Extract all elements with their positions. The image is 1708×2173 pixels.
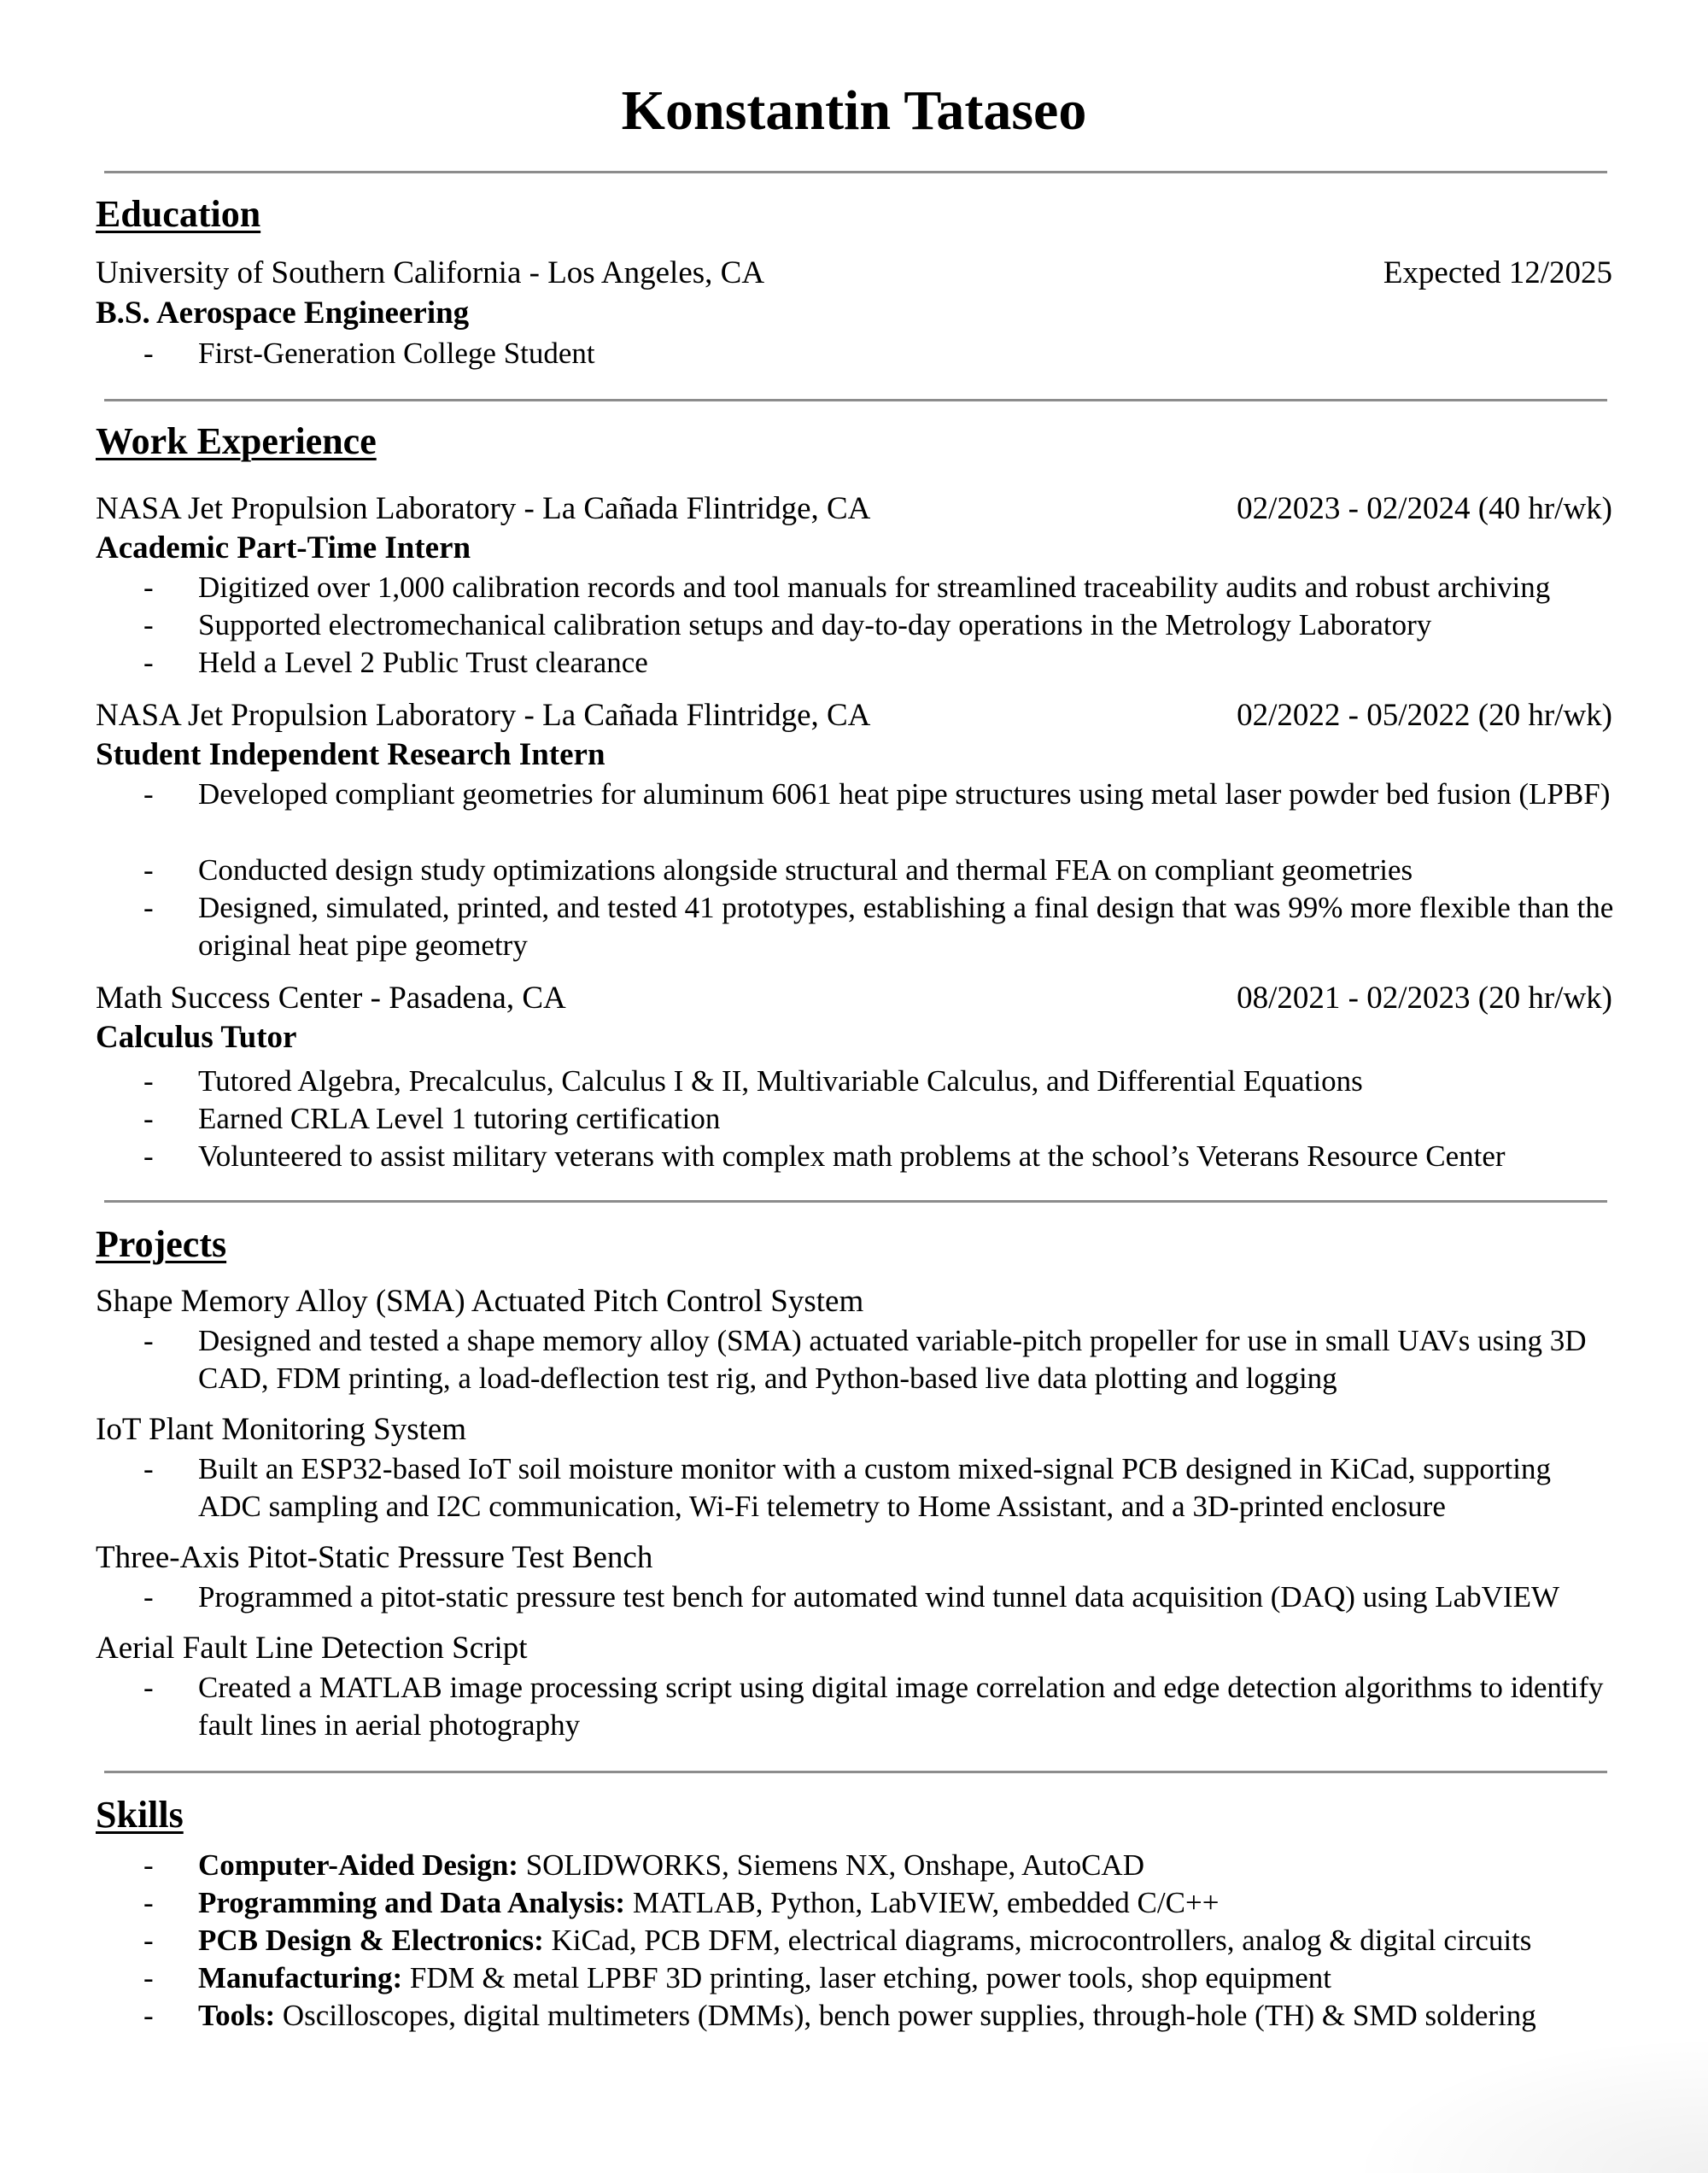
job-org: NASA Jet Propulsion Laboratory - La Cañada Flintridge, CA xyxy=(96,698,871,733)
bullet-marker: - xyxy=(143,1580,154,1614)
section-heading-projects: Projects xyxy=(96,1223,227,1265)
job-org: Math Success Center - Pasadena, CA xyxy=(96,981,566,1016)
job-header-row xyxy=(96,490,1612,528)
education-degree: B.S. Aerospace Engineering xyxy=(96,296,470,331)
bullet-marker: - xyxy=(143,1999,154,2032)
bullet-text: Built an ESP32-based IoT soil moisture monitor with a custom mixed-signal PCB designed in KiCad, supporting ADC sampling and I2C communication, Wi-Fi telemetry to Home Assistant, and a 3D-printed enclosure xyxy=(198,1452,1551,1523)
skill-text xyxy=(198,1884,1616,1922)
bullet-marker: - xyxy=(143,777,154,811)
divider xyxy=(104,1200,1607,1203)
bullet-marker: - xyxy=(143,337,154,370)
skill-label: Tools: xyxy=(198,1999,276,2032)
skill-label: Manufacturing: xyxy=(198,1961,403,1994)
bullet-marker: - xyxy=(143,1064,154,1098)
education-date: Expected 12/2025 xyxy=(1383,255,1612,290)
job-dates: 02/2022 - 05/2022 (20 hr/wk) xyxy=(1237,698,1612,733)
skill-value: Oscilloscopes, digital multimeters (DMMs), bench power supplies, through-hole (TH) & SMD soldering xyxy=(275,1999,1536,2032)
skill-value: SOLIDWORKS, Siemens NX, Onshape, AutoCAD xyxy=(518,1848,1144,1882)
bullet-marker: - xyxy=(143,1924,154,1957)
project-title: IoT Plant Monitoring System xyxy=(96,1412,467,1447)
bullet-text: Supported electromechanical calibration setups and day-to-day operations in the Metrology Laboratory xyxy=(198,608,1432,641)
bullet-marker: - xyxy=(143,1452,154,1485)
candidate-name: Konstantin Tataseo xyxy=(621,79,1087,142)
job-dates: 08/2021 - 02/2023 (20 hr/wk) xyxy=(1237,981,1612,1016)
bullet-text: Designed and tested a shape memory alloy (SMA) actuated variable-pitch propeller for use in small UAVs using 3D CAD, FDM printing, a load-deflection test rig, and Python-based live data plotting and logging xyxy=(198,1324,1587,1395)
section-heading-skills: Skills xyxy=(96,1794,184,1836)
bullet-marker: - xyxy=(143,1671,154,1704)
bullet-text: Volunteered to assist military veterans with complex math problems at the school’s Veterans Resource Center xyxy=(198,1139,1506,1173)
skill-value: FDM & metal LPBF 3D printing, laser etching, power tools, shop equipment xyxy=(402,1961,1331,1994)
bullet-text: First-Generation College Student xyxy=(198,337,595,370)
bullet-marker: - xyxy=(143,1324,154,1357)
job-title: Calculus Tutor xyxy=(96,1020,297,1055)
bullet-marker: - xyxy=(143,891,154,924)
skill-label: Computer-Aided Design: xyxy=(198,1848,518,1882)
skill-value: KiCad, PCB DFM, electrical diagrams, microcontrollers, analog & digital circuits xyxy=(543,1924,1532,1957)
divider xyxy=(104,171,1607,173)
bullet-text: Programmed a pitot-static pressure test bench for automated wind tunnel data acquisition (DAQ) using LabVIEW xyxy=(198,1580,1560,1614)
bullet-text: Earned CRLA Level 1 tutoring certification xyxy=(198,1102,721,1135)
bullet-marker: - xyxy=(143,853,154,887)
bullet-marker: - xyxy=(143,1848,154,1882)
divider xyxy=(104,399,1607,401)
job-title: Academic Part-Time Intern xyxy=(96,530,471,565)
bullet-marker: - xyxy=(143,571,154,604)
bullet-marker: - xyxy=(143,1102,154,1135)
divider xyxy=(104,1771,1607,1773)
bullet-text: Designed, simulated, printed, and tested 41 prototypes, establishing a final design that was 99% more flexible than the original heat pipe geometry xyxy=(198,891,1614,962)
project-title: Shape Memory Alloy (SMA) Actuated Pitch Control System xyxy=(96,1284,864,1319)
bullet-marker: - xyxy=(143,608,154,641)
bullet-text: Created a MATLAB image processing script using digital image correlation and edge detection algorithms to identify fault lines in aerial photography xyxy=(198,1671,1604,1742)
bullet-marker: - xyxy=(143,646,154,679)
skill-text xyxy=(198,1922,1616,1959)
bullet-marker: - xyxy=(143,1886,154,1919)
project-title: Three-Axis Pitot-Static Pressure Test Bench xyxy=(96,1540,653,1575)
job-dates: 02/2023 - 02/2024 (40 hr/wk) xyxy=(1237,491,1612,526)
job-title: Student Independent Research Intern xyxy=(96,737,605,772)
job-org: NASA Jet Propulsion Laboratory - La Cañada Flintridge, CA xyxy=(96,491,871,526)
bullet-text: Tutored Algebra, Precalculus, Calculus I & II, Multivariable Calculus, and Differential Equations xyxy=(198,1064,1363,1098)
skill-text xyxy=(198,1847,1616,1884)
skill-label: PCB Design & Electronics: xyxy=(198,1924,544,1957)
bullet-text: Held a Level 2 Public Trust clearance xyxy=(198,646,648,679)
education-school-row xyxy=(96,255,1612,292)
page-shadow xyxy=(1349,2036,1708,2173)
skill-label: Programming and Data Analysis: xyxy=(198,1886,626,1919)
skill-value: MATLAB, Python, LabVIEW, embedded C/C++ xyxy=(625,1886,1220,1919)
education-school: University of Southern California - Los Angeles, CA xyxy=(96,255,765,290)
job-header-row xyxy=(96,980,1612,1017)
bullet-text: Developed compliant geometries for aluminum 6061 heat pipe structures using metal laser powder bed fusion (LPBF) xyxy=(198,777,1611,811)
bullet-text: Digitized over 1,000 calibration records and tool manuals for streamlined traceability audits and robust archiving xyxy=(198,571,1551,604)
bullet-marker: - xyxy=(143,1139,154,1173)
project-title: Aerial Fault Line Detection Script xyxy=(96,1631,528,1666)
skill-text xyxy=(198,1959,1616,1997)
skill-text xyxy=(198,1997,1616,2035)
bullet-marker: - xyxy=(143,1961,154,1994)
job-header-row xyxy=(96,697,1612,735)
bullet-text: Conducted design study optimizations alongside structural and thermal FEA on compliant geometries xyxy=(198,853,1413,887)
section-heading-education: Education xyxy=(96,193,261,235)
section-heading-work: Work Experience xyxy=(96,420,377,462)
